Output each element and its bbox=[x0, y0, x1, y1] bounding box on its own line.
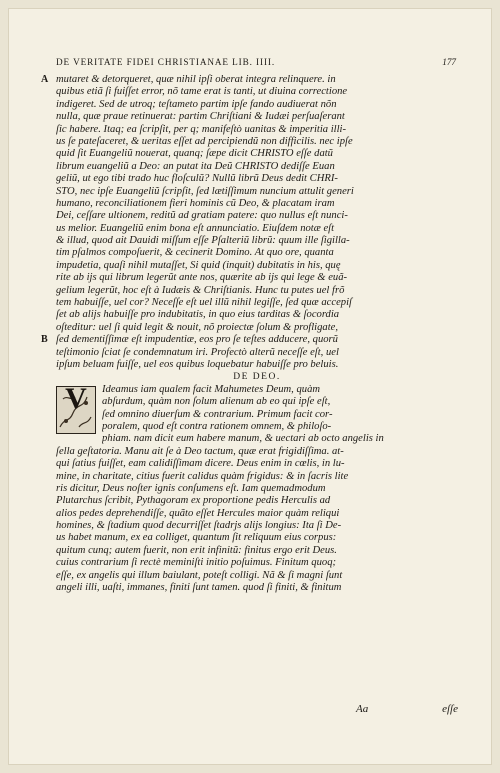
text-block-after bbox=[56, 433, 458, 594]
text-line: angeli illi, uaſti, immanes, finiti ſunt tamen. quod ſi finiti, & finitum bbox=[56, 582, 342, 594]
margin-marker-b: B bbox=[41, 334, 48, 345]
text-line: librum euangeliũ a Deo: an putat ita Deũ CHRISTO dediſſe Euan bbox=[56, 160, 335, 172]
text-line: us ſe pateſaceret, & ueritas eſſet ad percipiendũ non difficilis. nec ipſe bbox=[56, 135, 353, 147]
text-line: indigeret. Sed de utroq; teſtameto partim ipſe fando audiuerat nõn bbox=[56, 98, 337, 110]
text-line: quid ſit Euangeliũ nouerat, quanq; ſæpe dicit CHRISTO eſſe datũ bbox=[56, 148, 333, 160]
text-line: geliũ, ut ego tibi trado huc floſculũ? Nullũ librũ Deus dedit CHRI- bbox=[56, 173, 338, 185]
text-line: gelium legerũt, hoc eſt à Iudæis & Chriſtianis. Hunc tu putes uel frõ bbox=[56, 284, 345, 296]
text-line: nulla, quæ praue retinuerat: partim Chriſtiani & Iudæi perſuaſerant bbox=[56, 111, 345, 123]
drop-cap-initial bbox=[56, 381, 96, 434]
text-line: ris dicitur, Deus noſter ignis conſumens eſt. Iam quemadmodum bbox=[56, 482, 326, 494]
running-header bbox=[56, 57, 456, 67]
text-line: eſſe, ex angelis qui illum baiulant, poteſt colligi. Nã & ſi magni ſunt bbox=[56, 569, 343, 581]
text-line: abſurdum, quàm non ſolum alienum ab eo qui ipſe eſt, bbox=[102, 396, 331, 408]
text-line: phiam. nam dicit eum habere manum, & uectari ab octo angelis in bbox=[102, 433, 384, 445]
text-line: STO, nec ipſe Euangeliũ ſcripſit, ſed lætiſſimum nuncium attulit generi bbox=[56, 185, 354, 197]
text-line: oſteditur: uel ſi quid legit & nouit, nõ proiectæ ſolum & profligate, bbox=[56, 321, 338, 333]
text-line: poralem, quod eſt contra rationem omnem, & philoſo- bbox=[102, 420, 332, 432]
text-line: us habet manum, ex ea colliget, quantum ſit reliquum eius corpus: bbox=[56, 532, 337, 544]
dropcap-paragraph bbox=[56, 381, 458, 434]
text-line: ſella geſtatoria. Manu ait ſe à Deo tactum, quæ erat frigidiſſima. at- bbox=[56, 445, 344, 457]
text-line: teſtimonio ſciat ſe condemnatum iri. Profectò alterũ neceſſe eſt, uel bbox=[56, 346, 339, 358]
text-line: mutaret & detorqueret, quæ nihil ipſi oberat integra relinquere. in bbox=[56, 74, 336, 85]
text-line: homines, & ſtadium quod decurriſſet ſtadrjs alijs longius: Ita ſi De- bbox=[56, 520, 342, 532]
folio-number: 177 bbox=[442, 57, 456, 67]
text-line: ipſum beluam fuiſſe, uel eos quibus loquebatur habuiſſe pro beluis. bbox=[56, 358, 339, 370]
drop-cap-letter: V bbox=[65, 381, 87, 415]
text-line: ſed omnino diuerſum & contrarium. Primum facit cor- bbox=[102, 408, 333, 420]
text-line: impudetia, quaſi nihil mutaſſet, Si quid (inquit) dubitatis in his, quę bbox=[56, 259, 341, 271]
text-line: Ideamus iam qualem facit Mahumetes Deum, quàm bbox=[102, 383, 321, 395]
text-line: qui ſatius fuiſſet, eam calidiſſimam dicere. Deus enim in cœlis, in lu- bbox=[56, 458, 345, 470]
text-line: tim pſalmos compoſuerit, & cecinerit Domino. At quo ore, quanta bbox=[56, 247, 334, 259]
text-line: ſet ab alijs habuiſſe pro indubitatis, in quo eius tarditas & ſocordia bbox=[56, 309, 340, 321]
text-line: ſed dementiſſimæ eſt impudentiæ, eos pro ſe teſtes adducere, quorũ bbox=[56, 334, 338, 346]
text-line: mine, in charitate, citius fuerit calidus quàm frigidus: & in ſacris lite bbox=[56, 470, 349, 482]
text-line: quitum cunq; autem fuerit, non erit infinitũ: finitus ergo erit Deus. bbox=[56, 544, 337, 556]
text-line: alios pedes deprehendiſſe, quãto eſſet Hercules maior quàm reliqui bbox=[56, 507, 340, 519]
margin-marker-a: A bbox=[41, 74, 49, 85]
signature-mark: Aa bbox=[356, 703, 369, 715]
text-block-before bbox=[56, 74, 458, 371]
text-line: Plutarchus ſcribit, Pythagoram ex proportione pedis Herculis ad bbox=[56, 495, 331, 507]
book-page bbox=[8, 8, 492, 765]
text-line: cuius contrarium ſi rectè meminiſti initio poſuimus. Finitum quoq; bbox=[56, 557, 337, 569]
section-title: DE DEO. bbox=[233, 372, 281, 383]
catchword: eſſe bbox=[442, 703, 458, 715]
text-line: tem habuiſſe, uel cor? Neceſſe eſt uel illũ nihil legiſſe, ſed quæ accepiſ bbox=[56, 297, 352, 309]
running-title: DE VERITATE FIDEI CHRISTIANAE LIB. IIII. bbox=[56, 57, 276, 67]
text-line: humano, reconciliationem fieri hominis cũ Deo, & placatam iram bbox=[56, 197, 335, 209]
text-block-dropcap bbox=[56, 381, 458, 434]
text-line: us melior. Euangeliũ enim bona eſt annunciatio. Eiuſdem notæ eſt bbox=[56, 222, 335, 234]
body-text bbox=[41, 74, 458, 594]
text-line: & illud, quod ait Dauidi miſſum eſſe Pſalteriũ librũ: quum ille ſigilla- bbox=[56, 235, 350, 247]
text-line: Dei, ceſſare ultionem, reditũ ad gratiam patere: quo nullus eſt nunci- bbox=[56, 210, 348, 222]
text-line: ſic habere. Itaq; ea ſcripſit, per q; manifeſtò uanitas & imperitia illi- bbox=[56, 123, 347, 135]
text-line: quibus etiã ſi fuiſſet error, nõ tame erat is tanti, ut diuina correctione bbox=[56, 86, 348, 98]
text-line: rite ab ijs qui librum legerũt ante nos, quærite ab ijs qui lege & euã- bbox=[56, 272, 348, 284]
